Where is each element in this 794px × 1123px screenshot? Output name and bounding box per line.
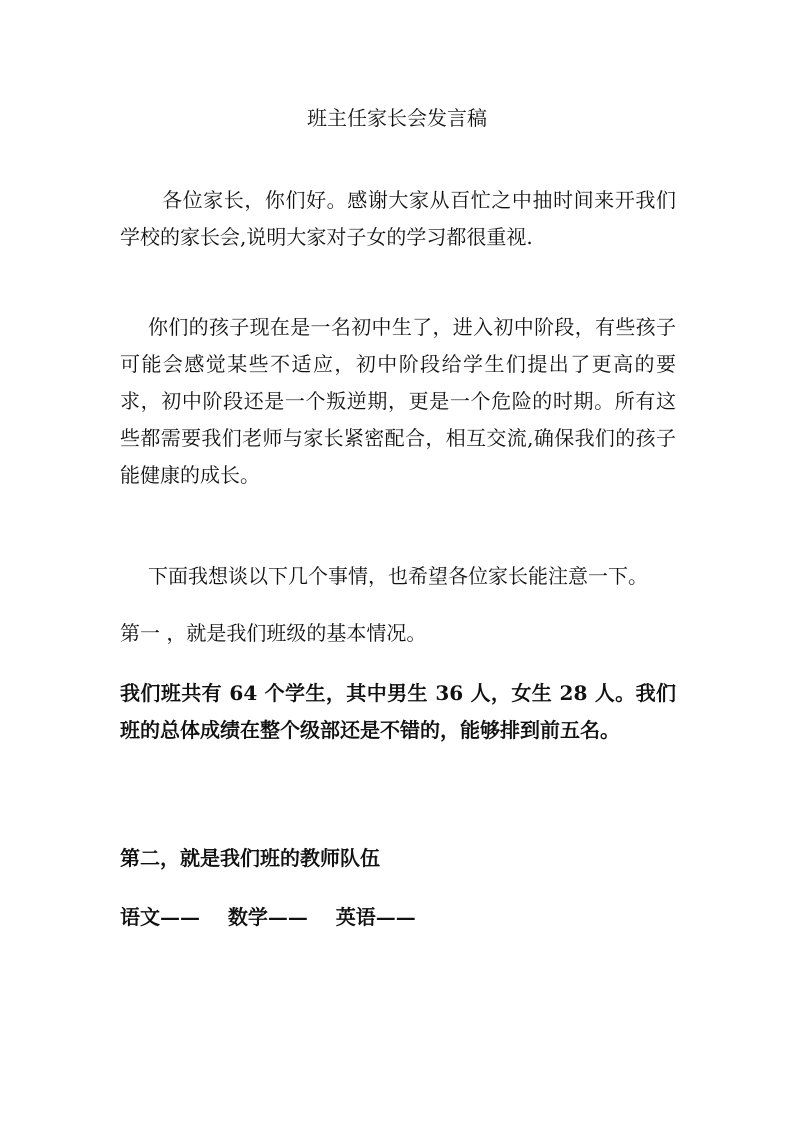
teacher-list: 语文—— 数学—— 英语—— xyxy=(120,905,416,929)
section-heading-second: 第二，就是我们班的教师队伍 xyxy=(120,846,380,870)
paragraph-greeting: 各位家长，你们好。感谢大家从百忙之中抽时间来开我们学校的家长会,说明大家对子女的学习都很重视. xyxy=(120,188,676,249)
document-title: 班主任家长会发言稿 xyxy=(307,106,487,130)
paragraph-class-stats: 我们班共有 64 个学生，其中男生 36 人，女生 28 人。我们班的总体成绩在整个级部还是不错的，能够排到前五名。 xyxy=(120,681,676,742)
section-heading-first: 第一 ，就是我们班级的基本情况。 xyxy=(120,621,427,645)
paragraph-junior-high-stage: 你们的孩子现在是一名初中生了，进入初中阶段，有些孩子可能会感觉某些不适应，初中阶段给学生们提出了更高的要求，初中阶段还是一个叛逆期，更是一个危险的时期。所有这些都需要我们老师与家长紧密配合，相互交流,确保我们的孩子能健康的成长。 xyxy=(120,315,676,487)
paragraph-topics-intro: 下面我想谈以下几个事情，也希望各位家长能注意一下。 xyxy=(148,564,648,588)
